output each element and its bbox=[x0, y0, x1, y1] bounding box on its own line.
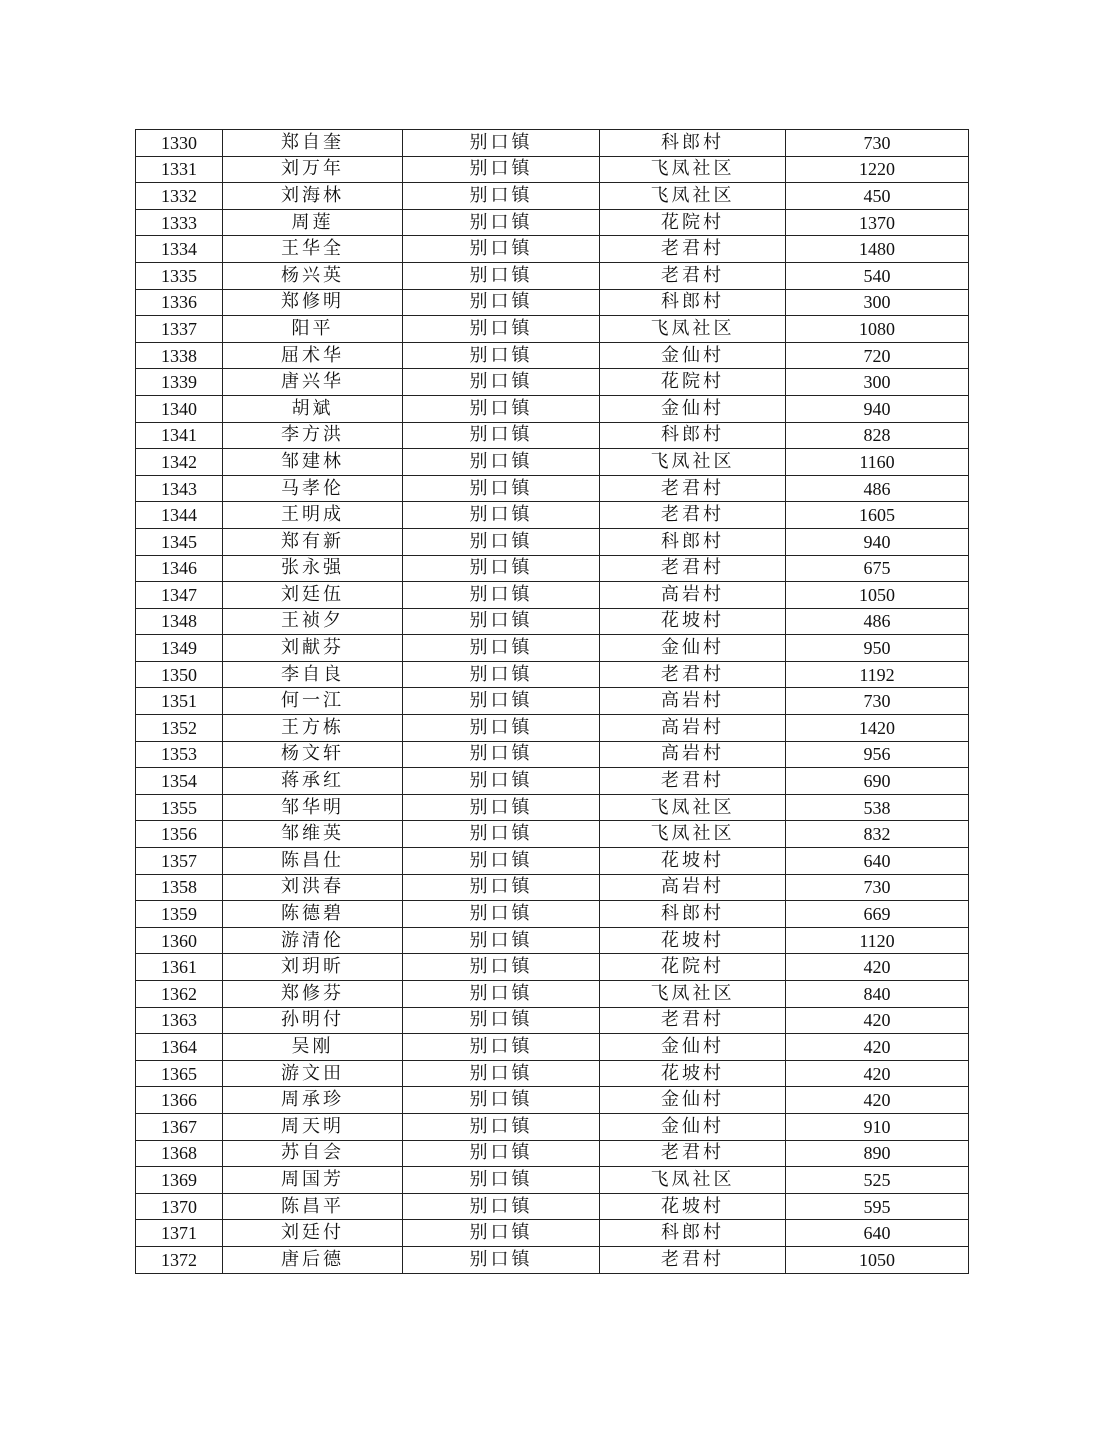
village-cell: 科郎村 bbox=[600, 422, 786, 449]
amount-cell: 486 bbox=[786, 608, 969, 635]
town-cell: 别口镇 bbox=[403, 156, 600, 183]
table-row bbox=[136, 954, 969, 981]
amount-cell: 1605 bbox=[786, 502, 969, 529]
town-cell: 别口镇 bbox=[403, 635, 600, 662]
amount-cell: 420 bbox=[786, 1087, 969, 1114]
name-cell: 刘廷伍 bbox=[223, 582, 403, 609]
amount-cell: 420 bbox=[786, 1007, 969, 1034]
amount-cell: 940 bbox=[786, 395, 969, 422]
serial-number-cell: 1347 bbox=[136, 582, 223, 609]
table-row bbox=[136, 209, 969, 236]
table-row bbox=[136, 1220, 969, 1247]
town-cell: 别口镇 bbox=[403, 1087, 600, 1114]
village-cell: 老君村 bbox=[600, 262, 786, 289]
serial-number-cell: 1352 bbox=[136, 715, 223, 742]
town-cell: 别口镇 bbox=[403, 395, 600, 422]
town-cell: 别口镇 bbox=[403, 741, 600, 768]
serial-number-cell: 1343 bbox=[136, 475, 223, 502]
table-row bbox=[136, 1034, 969, 1061]
table-row bbox=[136, 1007, 969, 1034]
village-cell: 花坡村 bbox=[600, 1060, 786, 1087]
table-row bbox=[136, 342, 969, 369]
data-table bbox=[135, 129, 969, 1274]
name-cell: 周国芳 bbox=[223, 1167, 403, 1194]
town-cell: 别口镇 bbox=[403, 1060, 600, 1087]
name-cell: 屈术华 bbox=[223, 342, 403, 369]
table-row bbox=[136, 1193, 969, 1220]
name-cell: 刘万年 bbox=[223, 156, 403, 183]
serial-number-cell: 1332 bbox=[136, 183, 223, 210]
amount-cell: 956 bbox=[786, 741, 969, 768]
town-cell: 别口镇 bbox=[403, 661, 600, 688]
amount-cell: 640 bbox=[786, 848, 969, 875]
name-cell: 马孝伦 bbox=[223, 475, 403, 502]
amount-cell: 540 bbox=[786, 262, 969, 289]
amount-cell: 828 bbox=[786, 422, 969, 449]
village-cell: 科郎村 bbox=[600, 901, 786, 928]
serial-number-cell: 1333 bbox=[136, 209, 223, 236]
village-cell: 高岩村 bbox=[600, 715, 786, 742]
table-row bbox=[136, 741, 969, 768]
name-cell: 周莲 bbox=[223, 209, 403, 236]
serial-number-cell: 1365 bbox=[136, 1060, 223, 1087]
table-row bbox=[136, 661, 969, 688]
village-cell: 科郎村 bbox=[600, 130, 786, 157]
village-cell: 花院村 bbox=[600, 954, 786, 981]
amount-cell: 730 bbox=[786, 130, 969, 157]
town-cell: 别口镇 bbox=[403, 209, 600, 236]
table-row bbox=[136, 289, 969, 316]
village-cell: 金仙村 bbox=[600, 395, 786, 422]
town-cell: 别口镇 bbox=[403, 1220, 600, 1247]
table-row bbox=[136, 528, 969, 555]
serial-number-cell: 1349 bbox=[136, 635, 223, 662]
town-cell: 别口镇 bbox=[403, 927, 600, 954]
table-row bbox=[136, 502, 969, 529]
serial-number-cell: 1357 bbox=[136, 848, 223, 875]
name-cell: 周天明 bbox=[223, 1113, 403, 1140]
serial-number-cell: 1346 bbox=[136, 555, 223, 582]
name-cell: 刘廷付 bbox=[223, 1220, 403, 1247]
amount-cell: 730 bbox=[786, 688, 969, 715]
table-row bbox=[136, 369, 969, 396]
town-cell: 别口镇 bbox=[403, 1113, 600, 1140]
table-row bbox=[136, 688, 969, 715]
town-cell: 别口镇 bbox=[403, 901, 600, 928]
name-cell: 胡斌 bbox=[223, 395, 403, 422]
village-cell: 飞凤社区 bbox=[600, 316, 786, 343]
serial-number-cell: 1337 bbox=[136, 316, 223, 343]
table-row bbox=[136, 1113, 969, 1140]
serial-number-cell: 1359 bbox=[136, 901, 223, 928]
village-cell: 飞凤社区 bbox=[600, 183, 786, 210]
amount-cell: 486 bbox=[786, 475, 969, 502]
amount-cell: 525 bbox=[786, 1167, 969, 1194]
village-cell: 花坡村 bbox=[600, 848, 786, 875]
amount-cell: 1420 bbox=[786, 715, 969, 742]
town-cell: 别口镇 bbox=[403, 262, 600, 289]
name-cell: 唐兴华 bbox=[223, 369, 403, 396]
table-row bbox=[136, 156, 969, 183]
village-cell: 金仙村 bbox=[600, 1113, 786, 1140]
serial-number-cell: 1358 bbox=[136, 874, 223, 901]
serial-number-cell: 1360 bbox=[136, 927, 223, 954]
town-cell: 别口镇 bbox=[403, 608, 600, 635]
village-cell: 老君村 bbox=[600, 1246, 786, 1273]
town-cell: 别口镇 bbox=[403, 715, 600, 742]
name-cell: 郑自奎 bbox=[223, 130, 403, 157]
serial-number-cell: 1345 bbox=[136, 528, 223, 555]
town-cell: 别口镇 bbox=[403, 555, 600, 582]
amount-cell: 675 bbox=[786, 555, 969, 582]
village-cell: 老君村 bbox=[600, 236, 786, 263]
name-cell: 游清伦 bbox=[223, 927, 403, 954]
name-cell: 孙明付 bbox=[223, 1007, 403, 1034]
table-row bbox=[136, 1087, 969, 1114]
amount-cell: 1080 bbox=[786, 316, 969, 343]
amount-cell: 890 bbox=[786, 1140, 969, 1167]
name-cell: 邹建林 bbox=[223, 449, 403, 476]
amount-cell: 840 bbox=[786, 981, 969, 1008]
amount-cell: 300 bbox=[786, 369, 969, 396]
table-body bbox=[136, 130, 969, 1274]
town-cell: 别口镇 bbox=[403, 528, 600, 555]
table-row bbox=[136, 1060, 969, 1087]
amount-cell: 1050 bbox=[786, 1246, 969, 1273]
serial-number-cell: 1371 bbox=[136, 1220, 223, 1247]
amount-cell: 1050 bbox=[786, 582, 969, 609]
village-cell: 金仙村 bbox=[600, 1087, 786, 1114]
serial-number-cell: 1348 bbox=[136, 608, 223, 635]
name-cell: 张永强 bbox=[223, 555, 403, 582]
name-cell: 陈昌平 bbox=[223, 1193, 403, 1220]
town-cell: 别口镇 bbox=[403, 1193, 600, 1220]
amount-cell: 720 bbox=[786, 342, 969, 369]
serial-number-cell: 1366 bbox=[136, 1087, 223, 1114]
serial-number-cell: 1341 bbox=[136, 422, 223, 449]
village-cell: 花坡村 bbox=[600, 927, 786, 954]
table-row bbox=[136, 449, 969, 476]
serial-number-cell: 1351 bbox=[136, 688, 223, 715]
village-cell: 花坡村 bbox=[600, 608, 786, 635]
amount-cell: 450 bbox=[786, 183, 969, 210]
town-cell: 别口镇 bbox=[403, 981, 600, 1008]
serial-number-cell: 1355 bbox=[136, 794, 223, 821]
table-row bbox=[136, 635, 969, 662]
amount-cell: 420 bbox=[786, 1034, 969, 1061]
village-cell: 老君村 bbox=[600, 1140, 786, 1167]
name-cell: 阳平 bbox=[223, 316, 403, 343]
town-cell: 别口镇 bbox=[403, 369, 600, 396]
serial-number-cell: 1367 bbox=[136, 1113, 223, 1140]
table-row bbox=[136, 316, 969, 343]
amount-cell: 640 bbox=[786, 1220, 969, 1247]
amount-cell: 950 bbox=[786, 635, 969, 662]
village-cell: 老君村 bbox=[600, 1007, 786, 1034]
serial-number-cell: 1354 bbox=[136, 768, 223, 795]
name-cell: 李自良 bbox=[223, 661, 403, 688]
village-cell: 高岩村 bbox=[600, 874, 786, 901]
table-row bbox=[136, 1167, 969, 1194]
name-cell: 周承珍 bbox=[223, 1087, 403, 1114]
village-cell: 科郎村 bbox=[600, 1220, 786, 1247]
village-cell: 金仙村 bbox=[600, 342, 786, 369]
amount-cell: 420 bbox=[786, 1060, 969, 1087]
table-row bbox=[136, 715, 969, 742]
serial-number-cell: 1338 bbox=[136, 342, 223, 369]
village-cell: 飞凤社区 bbox=[600, 794, 786, 821]
name-cell: 苏自会 bbox=[223, 1140, 403, 1167]
serial-number-cell: 1339 bbox=[136, 369, 223, 396]
name-cell: 陈昌仕 bbox=[223, 848, 403, 875]
serial-number-cell: 1368 bbox=[136, 1140, 223, 1167]
village-cell: 老君村 bbox=[600, 661, 786, 688]
town-cell: 别口镇 bbox=[403, 848, 600, 875]
town-cell: 别口镇 bbox=[403, 316, 600, 343]
village-cell: 科郎村 bbox=[600, 289, 786, 316]
name-cell: 游文田 bbox=[223, 1060, 403, 1087]
name-cell: 李方洪 bbox=[223, 422, 403, 449]
serial-number-cell: 1335 bbox=[136, 262, 223, 289]
name-cell: 邹华明 bbox=[223, 794, 403, 821]
amount-cell: 1370 bbox=[786, 209, 969, 236]
amount-cell: 420 bbox=[786, 954, 969, 981]
table-row bbox=[136, 794, 969, 821]
amount-cell: 910 bbox=[786, 1113, 969, 1140]
name-cell: 王华全 bbox=[223, 236, 403, 263]
amount-cell: 832 bbox=[786, 821, 969, 848]
table-row bbox=[136, 927, 969, 954]
table-row bbox=[136, 183, 969, 210]
serial-number-cell: 1350 bbox=[136, 661, 223, 688]
serial-number-cell: 1363 bbox=[136, 1007, 223, 1034]
serial-number-cell: 1336 bbox=[136, 289, 223, 316]
town-cell: 别口镇 bbox=[403, 1007, 600, 1034]
serial-number-cell: 1361 bbox=[136, 954, 223, 981]
village-cell: 高岩村 bbox=[600, 688, 786, 715]
name-cell: 何一江 bbox=[223, 688, 403, 715]
table-row bbox=[136, 422, 969, 449]
table-row bbox=[136, 821, 969, 848]
name-cell: 郑修芬 bbox=[223, 981, 403, 1008]
name-cell: 刘献芬 bbox=[223, 635, 403, 662]
amount-cell: 690 bbox=[786, 768, 969, 795]
amount-cell: 940 bbox=[786, 528, 969, 555]
amount-cell: 1120 bbox=[786, 927, 969, 954]
table-row bbox=[136, 1246, 969, 1273]
name-cell: 王明成 bbox=[223, 502, 403, 529]
name-cell: 王方栋 bbox=[223, 715, 403, 742]
table-row bbox=[136, 236, 969, 263]
amount-cell: 1480 bbox=[786, 236, 969, 263]
amount-cell: 669 bbox=[786, 901, 969, 928]
village-cell: 金仙村 bbox=[600, 1034, 786, 1061]
town-cell: 别口镇 bbox=[403, 1140, 600, 1167]
town-cell: 别口镇 bbox=[403, 768, 600, 795]
name-cell: 刘海林 bbox=[223, 183, 403, 210]
table-row bbox=[136, 475, 969, 502]
name-cell: 唐后德 bbox=[223, 1246, 403, 1273]
village-cell: 花院村 bbox=[600, 209, 786, 236]
serial-number-cell: 1330 bbox=[136, 130, 223, 157]
table-row bbox=[136, 582, 969, 609]
serial-number-cell: 1369 bbox=[136, 1167, 223, 1194]
name-cell: 邹维英 bbox=[223, 821, 403, 848]
name-cell: 郑有新 bbox=[223, 528, 403, 555]
name-cell: 郑修明 bbox=[223, 289, 403, 316]
table-row bbox=[136, 874, 969, 901]
serial-number-cell: 1353 bbox=[136, 741, 223, 768]
town-cell: 别口镇 bbox=[403, 1167, 600, 1194]
name-cell: 刘洪春 bbox=[223, 874, 403, 901]
town-cell: 别口镇 bbox=[403, 183, 600, 210]
town-cell: 别口镇 bbox=[403, 502, 600, 529]
village-cell: 飞凤社区 bbox=[600, 981, 786, 1008]
name-cell: 吴刚 bbox=[223, 1034, 403, 1061]
serial-number-cell: 1356 bbox=[136, 821, 223, 848]
amount-cell: 538 bbox=[786, 794, 969, 821]
table-row bbox=[136, 901, 969, 928]
amount-cell: 1160 bbox=[786, 449, 969, 476]
table-row bbox=[136, 555, 969, 582]
village-cell: 金仙村 bbox=[600, 635, 786, 662]
town-cell: 别口镇 bbox=[403, 289, 600, 316]
town-cell: 别口镇 bbox=[403, 821, 600, 848]
village-cell: 花院村 bbox=[600, 369, 786, 396]
town-cell: 别口镇 bbox=[403, 794, 600, 821]
serial-number-cell: 1340 bbox=[136, 395, 223, 422]
serial-number-cell: 1370 bbox=[136, 1193, 223, 1220]
village-cell: 飞凤社区 bbox=[600, 449, 786, 476]
village-cell: 科郎村 bbox=[600, 528, 786, 555]
village-cell: 老君村 bbox=[600, 768, 786, 795]
serial-number-cell: 1364 bbox=[136, 1034, 223, 1061]
amount-cell: 595 bbox=[786, 1193, 969, 1220]
name-cell: 杨文轩 bbox=[223, 741, 403, 768]
name-cell: 杨兴英 bbox=[223, 262, 403, 289]
serial-number-cell: 1342 bbox=[136, 449, 223, 476]
table-row bbox=[136, 262, 969, 289]
name-cell: 陈德碧 bbox=[223, 901, 403, 928]
table-row bbox=[136, 130, 969, 157]
village-cell: 花坡村 bbox=[600, 1193, 786, 1220]
town-cell: 别口镇 bbox=[403, 130, 600, 157]
town-cell: 别口镇 bbox=[403, 236, 600, 263]
name-cell: 蒋承红 bbox=[223, 768, 403, 795]
table-row bbox=[136, 981, 969, 1008]
town-cell: 别口镇 bbox=[403, 954, 600, 981]
town-cell: 别口镇 bbox=[403, 688, 600, 715]
town-cell: 别口镇 bbox=[403, 422, 600, 449]
village-cell: 高岩村 bbox=[600, 741, 786, 768]
village-cell: 老君村 bbox=[600, 555, 786, 582]
town-cell: 别口镇 bbox=[403, 342, 600, 369]
town-cell: 别口镇 bbox=[403, 582, 600, 609]
village-cell: 高岩村 bbox=[600, 582, 786, 609]
village-cell: 老君村 bbox=[600, 475, 786, 502]
serial-number-cell: 1344 bbox=[136, 502, 223, 529]
serial-number-cell: 1372 bbox=[136, 1246, 223, 1273]
amount-cell: 730 bbox=[786, 874, 969, 901]
town-cell: 别口镇 bbox=[403, 449, 600, 476]
name-cell: 刘玥昕 bbox=[223, 954, 403, 981]
town-cell: 别口镇 bbox=[403, 1246, 600, 1273]
serial-number-cell: 1331 bbox=[136, 156, 223, 183]
name-cell: 王祯夕 bbox=[223, 608, 403, 635]
table-row bbox=[136, 848, 969, 875]
village-cell: 飞凤社区 bbox=[600, 156, 786, 183]
table-row bbox=[136, 1140, 969, 1167]
amount-cell: 1192 bbox=[786, 661, 969, 688]
village-cell: 飞凤社区 bbox=[600, 821, 786, 848]
village-cell: 老君村 bbox=[600, 502, 786, 529]
town-cell: 别口镇 bbox=[403, 874, 600, 901]
town-cell: 别口镇 bbox=[403, 1034, 600, 1061]
table-row bbox=[136, 768, 969, 795]
amount-cell: 300 bbox=[786, 289, 969, 316]
serial-number-cell: 1334 bbox=[136, 236, 223, 263]
village-cell: 飞凤社区 bbox=[600, 1167, 786, 1194]
table-row bbox=[136, 608, 969, 635]
town-cell: 别口镇 bbox=[403, 475, 600, 502]
serial-number-cell: 1362 bbox=[136, 981, 223, 1008]
amount-cell: 1220 bbox=[786, 156, 969, 183]
table-row bbox=[136, 395, 969, 422]
